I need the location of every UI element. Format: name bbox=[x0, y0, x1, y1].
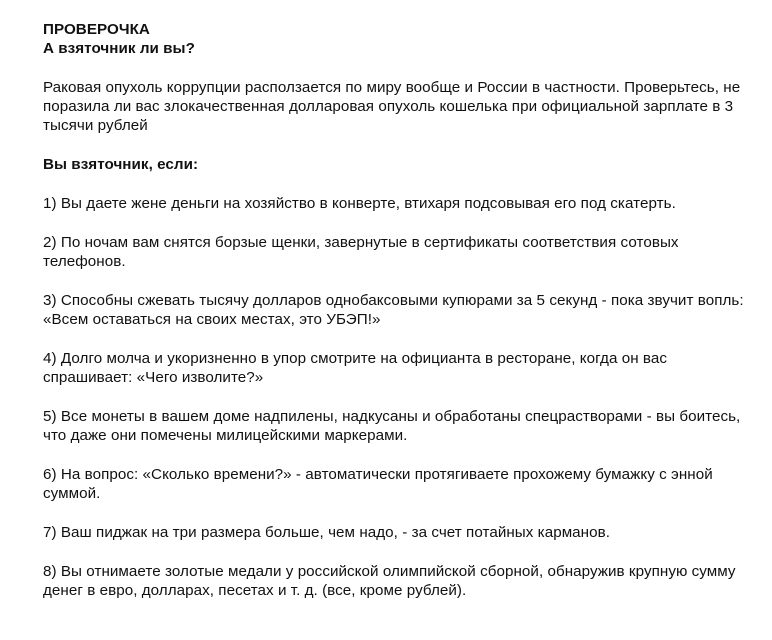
document-page bbox=[43, 20, 755, 600]
criteria-list bbox=[43, 194, 755, 600]
criteria-item: 5) Все монеты в вашем доме надпилены, надкусаны и обработаны спецрастворами - вы боитесь, что даже они помечены милицейскими маркерами. bbox=[43, 408, 741, 444]
criteria-item: 2) По ночам вам снятся борзые щенки, завернутые в сертификаты соответствия сотовых телефонов. bbox=[43, 234, 679, 270]
criteria-item: 1) Вы даете жене деньги на хозяйство в конверте, втихаря подсовывая его под скатерть. bbox=[43, 195, 676, 212]
document-subtitle: А взяточник ли вы? bbox=[43, 40, 195, 57]
criteria-item: 7) Ваш пиджак на три размера больше, чем надо, - за счет потайных карманов. bbox=[43, 524, 611, 541]
criteria-item: 8) Вы отнимаете золотые медали у российской олимпийской сборной, обнаружив крупную сумму денег в евро, долларах, песетах и т. д. (все, кроме рублей). bbox=[43, 563, 736, 599]
criteria-item: 4) Долго молча и укоризненно в упор смотрите на официанта в ресторане, когда он вас спрашивает: «Чего изволите?» bbox=[43, 350, 668, 386]
document-title: ПРОВЕРОЧКА bbox=[43, 21, 150, 38]
criteria-item: 6) На вопрос: «Сколько времени?» - автоматически протягиваете прохожему бумажку с энной суммой. bbox=[43, 466, 713, 502]
criteria-item: 3) Способны сжевать тысячу долларов однобаксовыми купюрами за 5 секунд - пока звучит вопль: «Всем оставаться на своих местах, это УБЭП!» bbox=[43, 292, 744, 328]
condition-heading: Вы взяточник, если: bbox=[43, 156, 199, 173]
intro-paragraph: Раковая опухоль коррупции расползается по миру вообще и России в частности. Проверьтесь, не поразила ли вас злокачественная долларовая опухоль кошелька при официальной зарплате в 3 тысячи рублей bbox=[43, 79, 741, 134]
